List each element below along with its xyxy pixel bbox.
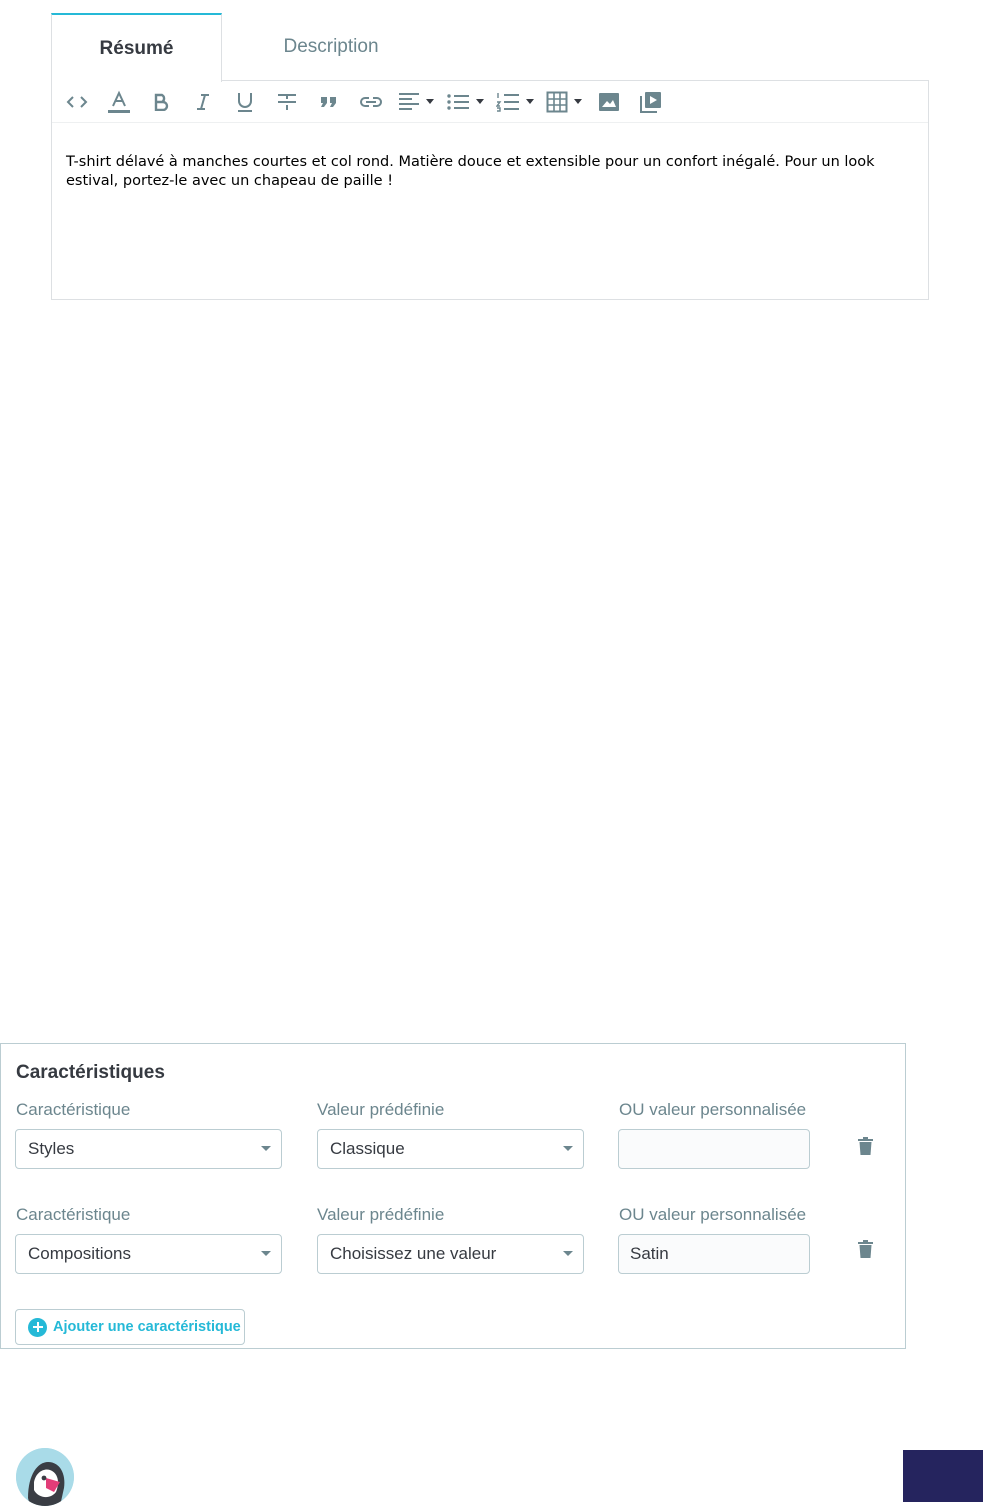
editor-toolbar <box>52 81 928 123</box>
underline-icon <box>236 91 254 113</box>
bold-icon <box>153 93 169 111</box>
trash-icon <box>858 1137 873 1155</box>
features-panel <box>0 1043 906 1349</box>
footer-dark-block <box>903 1450 983 1502</box>
underline-button[interactable] <box>230 87 260 117</box>
table-button[interactable] <box>546 87 582 117</box>
chevron-down-icon <box>426 99 434 104</box>
feature-select[interactable] <box>15 1129 282 1169</box>
italic-button[interactable] <box>188 87 218 117</box>
plus-circle-icon <box>28 1318 47 1337</box>
video-button[interactable] <box>636 87 666 117</box>
link-icon <box>359 95 383 109</box>
predefined-value-select-value: Classique <box>330 1139 405 1158</box>
predefined-value-label: Valeur prédéfinie <box>317 1100 445 1119</box>
strikethrough-icon <box>276 92 298 112</box>
align-icon <box>398 92 420 112</box>
blockquote-icon <box>319 95 339 109</box>
add-feature-label: Ajouter une caractéristique <box>53 1319 241 1335</box>
bullet-list-button[interactable] <box>446 87 484 117</box>
chevron-down-icon <box>526 99 534 104</box>
feature-select-value: Styles <box>28 1139 75 1158</box>
image-icon <box>598 92 620 112</box>
trash-icon <box>858 1240 873 1258</box>
feature-select[interactable] <box>15 1234 282 1274</box>
code-view-button[interactable] <box>62 87 92 117</box>
custom-value-label: OU valeur personnalisée <box>619 1205 807 1224</box>
rich-text-editor <box>51 80 929 300</box>
strikethrough-button[interactable] <box>272 87 302 117</box>
custom-value-input[interactable]: Satin <box>618 1234 810 1274</box>
prestashop-logo <box>16 1448 74 1506</box>
align-button[interactable] <box>398 87 434 117</box>
feature-label: Caractéristique <box>16 1100 131 1119</box>
bullet-list-icon <box>446 93 470 111</box>
bold-button[interactable] <box>146 87 176 117</box>
link-button[interactable] <box>356 87 386 117</box>
feature-select-value: Compositions <box>28 1244 131 1263</box>
custom-value-label: OU valeur personnalisée <box>619 1100 807 1119</box>
delete-feature-button[interactable] <box>858 1137 873 1160</box>
numbered-list-icon <box>496 92 520 112</box>
editor-tabs <box>51 13 929 81</box>
chevron-down-icon <box>261 1251 271 1256</box>
add-feature-button[interactable] <box>15 1309 245 1345</box>
font-color-button[interactable] <box>104 87 134 117</box>
italic-icon <box>195 93 211 111</box>
custom-value-input[interactable] <box>618 1129 810 1169</box>
chevron-down-icon <box>476 99 484 104</box>
video-icon <box>639 90 663 114</box>
font-color-icon <box>106 89 132 115</box>
predefined-value-select[interactable] <box>317 1234 584 1274</box>
features-title: Caractéristiques <box>16 1062 165 1083</box>
predefined-value-label: Valeur prédéfinie <box>317 1205 445 1224</box>
predefined-value-select[interactable] <box>317 1129 584 1169</box>
code-view-icon <box>65 94 89 110</box>
editor-content[interactable]: T-shirt délavé à manches courtes et col rond. Matière douce et extensible pour un confort inégalé. Pour un look estival, portez-le avec un chapeau de paille ! <box>66 154 875 189</box>
tab-resume[interactable]: Résumé <box>51 13 222 82</box>
blockquote-button[interactable] <box>314 87 344 117</box>
chevron-down-icon <box>563 1251 573 1256</box>
chevron-down-icon <box>261 1146 271 1151</box>
predefined-value-select-value: Choisissez une valeur <box>330 1244 497 1263</box>
numbered-list-button[interactable] <box>496 87 534 117</box>
feature-label: Caractéristique <box>16 1205 131 1224</box>
image-button[interactable] <box>594 87 624 117</box>
chevron-down-icon <box>563 1146 573 1151</box>
chevron-down-icon <box>574 99 582 104</box>
delete-feature-button[interactable] <box>858 1240 873 1263</box>
tab-description[interactable]: Description <box>283 35 379 57</box>
table-icon <box>546 91 568 113</box>
puffin-logo-icon <box>16 1448 74 1506</box>
